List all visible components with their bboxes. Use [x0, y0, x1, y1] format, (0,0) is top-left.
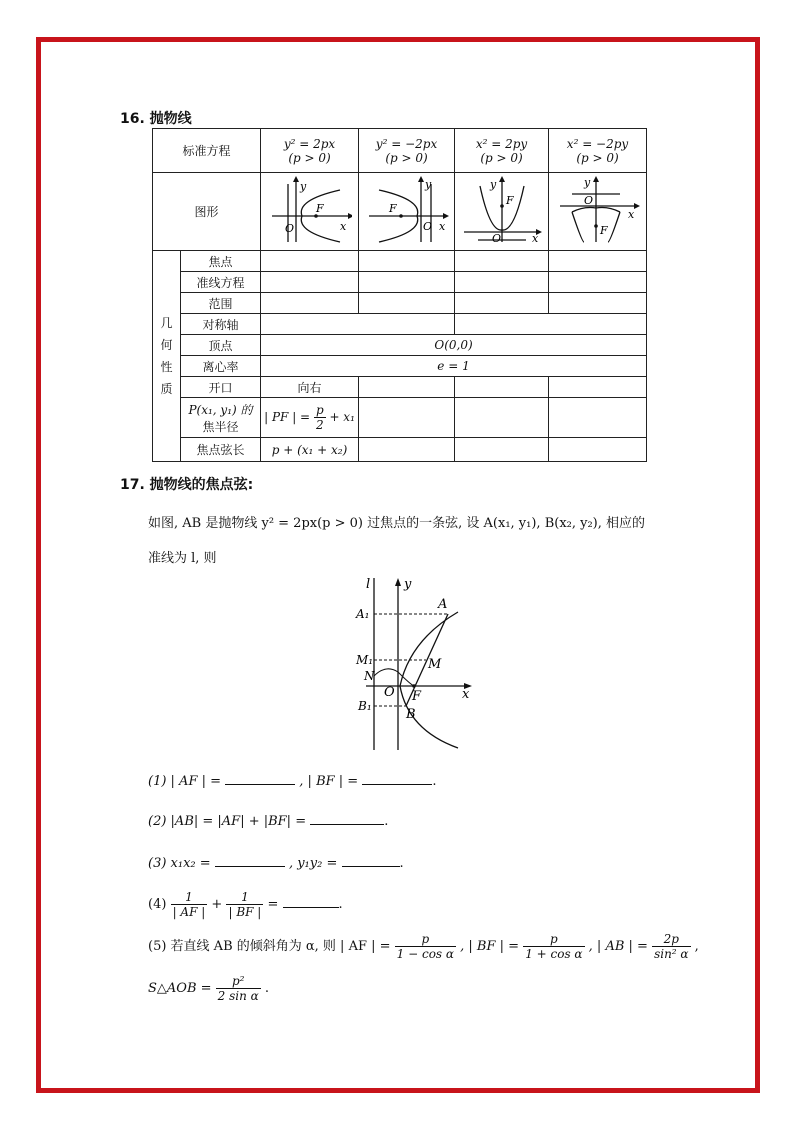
svg-text:O: O [583, 194, 593, 207]
header-standard-equation: 标准方程 [153, 129, 261, 173]
parabola-properties-table [152, 128, 647, 462]
blank-x1x2[interactable] [215, 866, 285, 867]
graph-down-opening [549, 173, 647, 251]
svg-text:l: l [366, 577, 371, 592]
row-vertex: 顶点 [181, 335, 261, 356]
row-focal-radius: P(x₁, y₁) 的 焦半径 [181, 398, 261, 438]
focal-radius-value: | PF | = $\frac{p}{2}$ + x₁ [261, 398, 359, 438]
item-3: (3) x₁x₂ = , y₁y₂ = . [148, 856, 404, 871]
cell-eq-4: x² = −2py (p > 0) [549, 129, 647, 173]
blank-reciprocal-sum[interactable] [283, 907, 339, 908]
svg-text:x: x [627, 208, 634, 221]
svg-text:O: O [384, 685, 395, 700]
eccentricity-value: e = 1 [261, 356, 647, 377]
focal-chord-figure [352, 572, 484, 754]
row-range: 范围 [181, 293, 261, 314]
row-axis: 对称轴 [181, 314, 261, 335]
svg-text:F: F [412, 689, 422, 704]
blank-y1y2[interactable] [342, 866, 400, 867]
opening-right-value: 向右 [261, 377, 359, 398]
row-opening: 开口 [181, 377, 261, 398]
svg-text:y: y [404, 577, 412, 592]
svg-text:A₁: A₁ [356, 607, 370, 621]
item-1: (1) | AF | = , | BF | = . [148, 774, 437, 789]
svg-text:y: y [583, 176, 590, 189]
item-5: (5) 若直线 AB 的倾斜角为 α, 则 | AF | = $\frac{p}{\text{1 − cos α}}$ , | BF | = $\frac{p}{\text{1 + cos α}}$ , | AB | = $\frac{2p}{\text{sin² α}}$ , [148, 932, 699, 961]
s17-intro-line1: 如图, AB 是抛物线 y² = 2px(p > 0) 过焦点的一条弦, 设 A(x₁, y₁), B(x₂, y₂), 相应的 [148, 516, 646, 531]
vertex-value: O(0,0) [261, 335, 647, 356]
blank-af[interactable] [225, 784, 295, 785]
blank-ab[interactable] [310, 824, 384, 825]
row-focal-chord: 焦点弦长 [181, 438, 261, 462]
svg-text:N: N [364, 669, 375, 683]
graph-right-opening [261, 173, 359, 251]
item-2: (2) |AB| = |AF| + |BF| = . [148, 814, 389, 829]
graph-left-opening [359, 173, 455, 251]
cell-eq-1: y² = 2px (p > 0) [261, 129, 359, 173]
row-directrix: 准线方程 [181, 272, 261, 293]
svg-text:F: F [505, 194, 514, 207]
svg-text:x: x [462, 687, 470, 702]
row-focus: 焦点 [181, 251, 261, 272]
item-4: (4) $\frac{1}{| AF |}$ + $\frac{1}{| BF |}$ = . [148, 890, 343, 919]
svg-text:M₁: M₁ [356, 653, 374, 667]
svg-text:B₁: B₁ [358, 699, 372, 713]
focal-chord-value: p + (x₁ + x₂) [261, 438, 359, 462]
svg-text:x: x [531, 232, 538, 244]
section-16-title: 16. 抛物线 [120, 111, 192, 127]
header-geometric-properties: 几 何 性 质 [153, 251, 181, 462]
svg-text:O: O [422, 220, 432, 233]
svg-text:O: O [491, 232, 501, 244]
svg-text:y: y [489, 178, 496, 191]
svg-text:O: O [284, 222, 294, 235]
svg-text:x: x [438, 220, 445, 233]
svg-text:F: F [315, 202, 324, 215]
item-5-area: S△AOB = $\frac{\text{p²}}{\text{2 sin α}}$ . [148, 974, 270, 1003]
graph-up-opening [455, 173, 549, 251]
cell-eq-2: y² = −2px (p > 0) [359, 129, 455, 173]
cell-eq-3: x² = 2py (p > 0) [455, 129, 549, 173]
svg-text:F: F [388, 202, 397, 215]
svg-text:B: B [406, 707, 416, 722]
svg-text:x: x [339, 220, 346, 233]
svg-text:y: y [424, 178, 431, 191]
svg-text:y: y [299, 180, 306, 193]
row-eccentricity: 离心率 [181, 356, 261, 377]
section-17-title: 17. 抛物线的焦点弦: [120, 477, 254, 493]
blank-bf[interactable] [362, 784, 432, 785]
svg-text:F: F [599, 224, 608, 237]
header-graph: 图形 [153, 173, 261, 251]
svg-text:M: M [428, 657, 442, 672]
svg-text:A: A [438, 597, 448, 612]
s17-intro-line2: 准线为 l, 则 [148, 551, 217, 566]
